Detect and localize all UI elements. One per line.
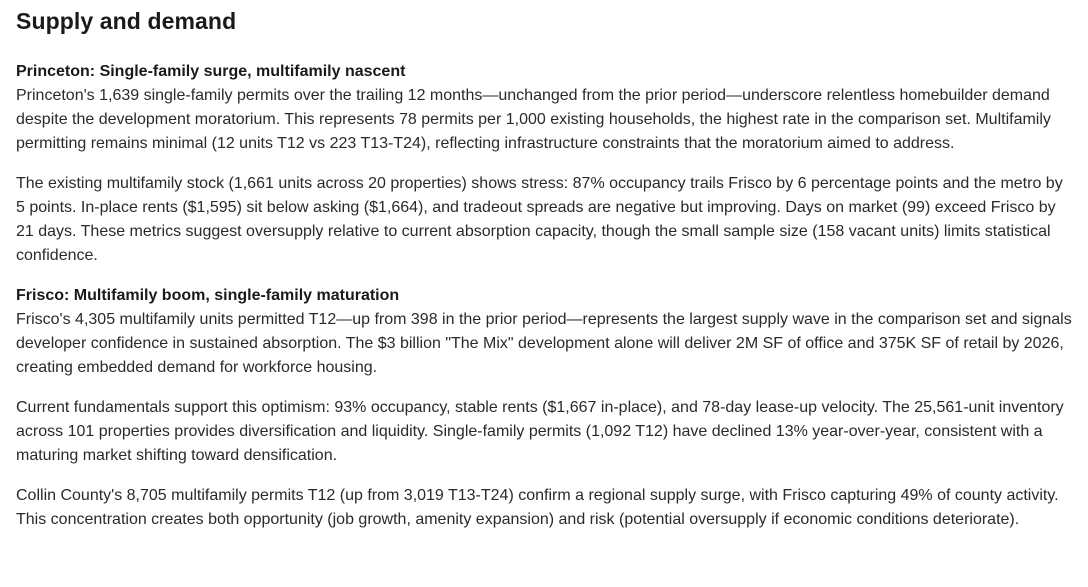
paragraph-princeton-stock: The existing multifamily stock (1,661 units across 20 properties) shows stress: 87% occupancy trails Frisco by 6 percentage points and the metro by 5 points. In-place rents ($1,595) sit below asking ($1,664), and tradeout spreads are negative but improving. Days on market (99) exceed Frisco by 21 days. These metrics suggest oversupply relative to current absorption capacity, though the small sample size (158 vacant units) limits statistical confidence.	[16, 175, 1063, 264]
paragraph-collin-county: Collin County's 8,705 multifamily permits T12 (up from 3,019 T13-T24) confirm a regional supply surge, with Frisco capturing 49% of county activity. This concentration creates both opportunity (job growth, amenity expansion) and risk (potential oversupply if economic conditions deteriorate).	[16, 487, 1059, 528]
section-heading-princeton: Princeton: Single-family surge, multifamily nascent	[16, 63, 406, 80]
paragraph-princeton-permits: Princeton's 1,639 single-family permits over the trailing 12 months—unchanged from the prior period—underscore relentless homebuilder demand despite the development moratorium. This represents 78 permits per 1,000 existing households, the highest rate in the comparison set. Multifamily permitting remains minimal (12 units T12 vs 223 T13-T24), reflecting infrastructure constraints that the moratorium aimed to address.	[16, 87, 1051, 152]
section-princeton	[16, 60, 1072, 268]
paragraph-frisco-permits: Frisco's 4,305 multifamily units permitted T12—up from 398 in the prior period—represents the largest supply wave in the comparison set and signals developer confidence in sustained absorption. The $3 billion "The Mix" development alone will deliver 2M SF of office and 375K SF of retail by 2026, creating embedded demand for workforce housing.	[16, 311, 1072, 376]
page-title: Supply and demand	[16, 8, 237, 34]
section-heading-frisco: Frisco: Multifamily boom, single-family maturation	[16, 287, 400, 304]
section-frisco	[16, 284, 1072, 532]
paragraph-frisco-fundamentals: Current fundamentals support this optimism: 93% occupancy, stable rents ($1,667 in-place), and 78-day lease-up velocity. The 25,561-unit inventory across 101 properties provides diversification and liquidity. Single-family permits (1,092 T12) have declined 13% year-over-year, consistent with a maturing market shifting toward densification.	[16, 399, 1064, 464]
